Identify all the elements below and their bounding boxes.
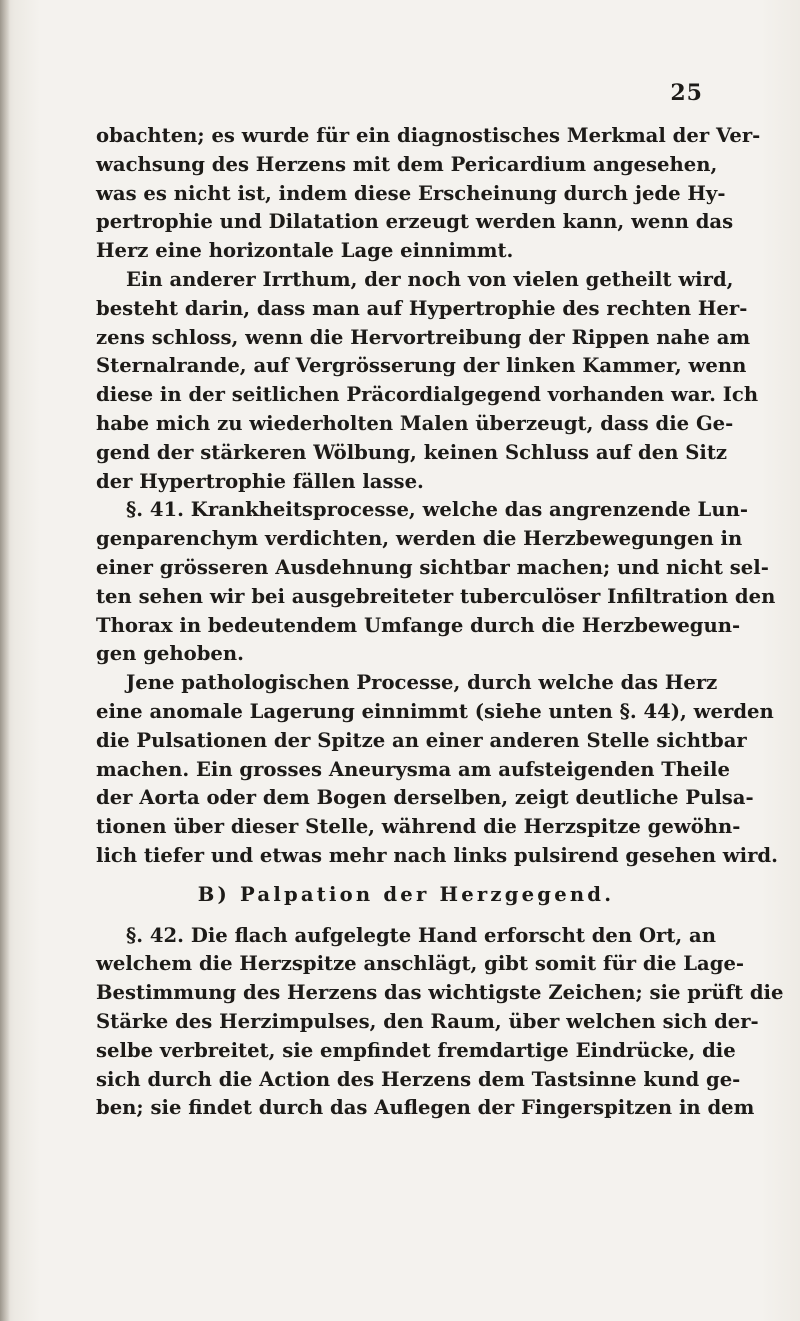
text-line: §. 41. Krankheitsprocesse, welche das angrenzende Lun- [126,498,748,522]
paragraph [96,122,761,266]
text-line: ten sehen wir bei ausgebreiteter tuberculöser Infiltration den [96,584,776,608]
page-number: 25 [670,80,703,106]
text-line: was es nicht ist, indem diese Erscheinung durch jede Hy- [96,181,726,205]
text-line: machen. Ein grosses Aneurysma am aufsteigenden Theile [96,757,730,781]
text-line: lich tiefer und etwas mehr nach links pulsirend gesehen wird. [96,843,778,867]
text-line: tionen über dieser Stelle, während die Herzspitze gewöhn- [96,815,741,839]
paragraph [96,922,784,1124]
text-line: eine anomale Lagerung einnimmt (siehe unten §. 44), werden [96,699,774,723]
text-line: zens schloss, wenn die Hervortreibung der Rippen nahe am [96,325,751,349]
text-line: selbe verbreitet, sie empfindet fremdartige Eindrücke, die [96,1038,736,1062]
paragraph [96,496,776,669]
paragraphs-after-heading [96,922,784,1124]
text-line: §. 42. Die flach aufgelegte Hand erforscht den Ort, an [126,923,716,947]
text-line: sich durch die Action des Herzens dem Tastsinne kund ge- [96,1067,741,1091]
paragraph [96,669,778,871]
text-line: besteht darin, dass man auf Hypertrophie des rechten Her- [96,296,748,320]
text-line: habe mich zu wiederholten Malen überzeugt, dass die Ge- [96,411,734,435]
text-line: Bestimmung des Herzens das wichtigste Zeichen; sie prüft die [96,981,784,1005]
text-line: ben; sie findet durch das Auflegen der Fingerspitzen in dem [96,1096,755,1120]
text-line: obachten; es wurde für ein diagnostisches Merkmal der Ver- [96,124,761,147]
text-line: welchem die Herzspitze anschlägt, gibt somit für die Lage- [96,952,745,976]
paragraph [96,266,759,496]
text-line: Herz eine horizontale Lage einnimmt. [96,239,514,263]
text-line: genparenchym verdichten, werden die Herzbewegungen in [96,527,743,551]
body-text [96,122,784,1123]
text-line: Ein anderer Irrthum, der noch von vielen getheilt wird, [126,267,734,291]
text-line: Stärke des Herzimpulses, den Raum, über welchen sich der- [96,1009,759,1033]
section-heading: B) Palpation der Herzgegend. [197,882,615,906]
text-line: Sternalrande, auf Vergrösserung der linken Kammer, wenn [96,354,747,378]
paragraphs-before-heading [96,122,778,871]
text-line: gend der stärkeren Wölbung, keinen Schluss auf den Sitz [96,440,728,464]
text-line: wachsung des Herzens mit dem Pericardium angesehen, [96,152,718,176]
text-line: gen gehoben. [96,642,244,666]
text-line: der Hypertrophie fällen lasse. [96,469,424,493]
text-line: pertrophie und Dilatation erzeugt werden kann, wenn das [96,210,734,234]
text-line: der Aorta oder dem Bogen derselben, zeigt deutliche Pulsa- [96,786,754,810]
text-line: die Pulsationen der Spitze an einer anderen Stelle sichtbar [96,728,747,752]
text-line: einer grösseren Ausdehnung sichtbar machen; und nicht sel- [96,555,769,579]
text-line: diese in der seitlichen Präcordialgegend vorhanden war. Ich [96,383,759,407]
text-line: Jene pathologischen Processe, durch welche das Herz [126,671,718,695]
text-line: Thorax in bedeutendem Umfange durch die Herzbewegun- [96,613,741,637]
binding-shadow [0,0,10,1321]
